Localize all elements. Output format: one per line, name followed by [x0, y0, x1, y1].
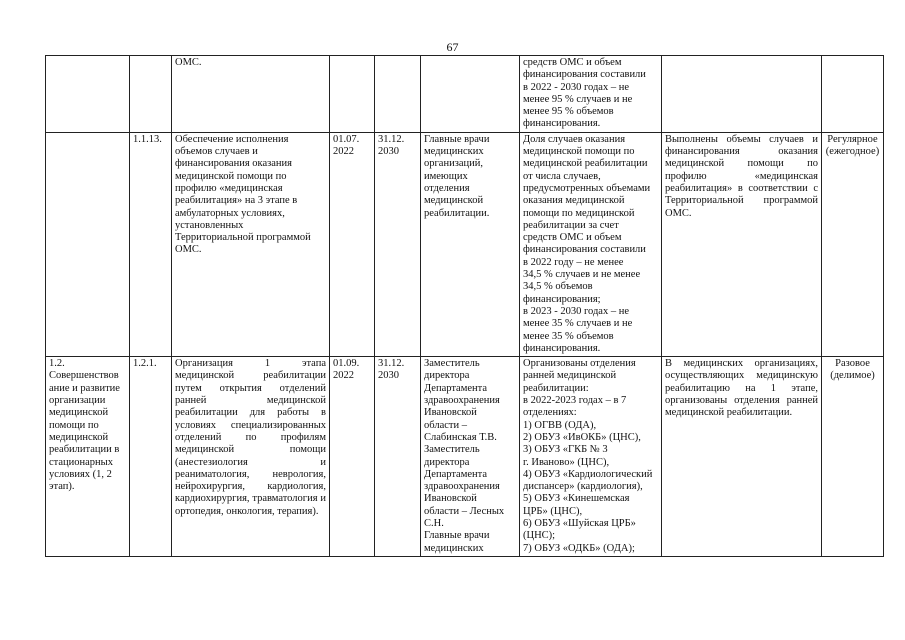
page-number: 67 — [446, 40, 459, 54]
item-number-cell: 1.2.1. — [130, 357, 172, 557]
section-code-cell: 1.2. Совершенствов ание и развитие организации медицинской помощи по медицинской реабилитации в стационарных условиях (1, 2 этап). — [46, 357, 130, 557]
table-row — [46, 56, 884, 133]
result-cell: Выполнены объемы случаев и финансирования оказания медицинской помощи по профилю «медицинская реабилитация» в соответствии с Территориальной программой ОМС. — [662, 132, 822, 356]
indicator-cell: средств ОМС и объем финансирования составили в 2022 - 2030 годах – не менее 95 % случаев и не менее 95 % объемов финансирования. — [520, 56, 662, 133]
item-number-cell: 1.1.13. — [130, 132, 172, 356]
action-plan-table — [45, 55, 884, 557]
end-date-cell — [375, 56, 421, 133]
start-date-cell: 01.07. 2022 — [330, 132, 375, 356]
indicator-cell: Доля случаев оказания медицинской помощи по медицинской реабилитации от числа случаев, предусмотренных объемами оказания медицинской помощи по медицинской реабилитации за счет средств ОМС и объем финансирования составили в 2022 году – не менее 34,5 % случаев и не менее 34,5 % объемов финансирования; в 2023 - 2030 годах – не менее 35 % случаев и не менее 35 % объемов финансирования. — [520, 132, 662, 356]
end-date-cell: 31.12. 2030 — [375, 357, 421, 557]
action-cell: Обеспечение исполнения объемов случаев и финансирования оказания медицинской помощи по профилю «медицинская реабилитация» на 3 этапе в амбулаторных условиях, установленных Территориальной программой ОМС. — [172, 132, 330, 356]
table-row — [46, 357, 884, 557]
frequency-cell — [822, 56, 884, 133]
responsible-cell: Заместитель директора Департамента здравоохранения Ивановской области – Слабинская Т.В. Заместитель директора Департамента здравоохранения Ивановской области – Лесных С.Н. Главные врачи медицинских — [421, 357, 520, 557]
indicator-cell: Организованы отделения ранней медицинской реабилитации: в 2022-2023 годах – в 7 отделениях: 1) ОГВВ (ОДА), 2) ОБУЗ «ИвОКБ» (ЦНС), 3) ОБУЗ «ГКБ № 3 г. Иваново» (ЦНС), 4) ОБУЗ «Кардиологический диспансер» (кардиология), 5) ОБУЗ «Кинешемская ЦРБ» (ЦНС), 6) ОБУЗ «Шуйская ЦРБ» (ЦНС); 7) ОБУЗ «ОДКБ» (ОДА); — [520, 357, 662, 557]
table-row — [46, 132, 884, 356]
item-number-cell — [130, 56, 172, 133]
frequency-cell: Регулярное (ежегодное) — [822, 132, 884, 356]
responsible-cell: Главные врачи медицинских организаций, имеющих отделения медицинской реабилитации. — [421, 132, 520, 356]
result-cell: В медицинских организациях, осуществляющих медицинскую реабилитацию на 1 этапе, организованы отделения ранней медицинской реабилитации. — [662, 357, 822, 557]
action-cell: ОМС. — [172, 56, 330, 133]
section-code-cell — [46, 132, 130, 356]
start-date-cell — [330, 56, 375, 133]
frequency-cell: Разовое (делимое) — [822, 357, 884, 557]
result-cell — [662, 56, 822, 133]
end-date-cell: 31.12. 2030 — [375, 132, 421, 356]
action-cell: Организация 1 этапа медицинской реабилитации путем открытия отделений ранней медицинской реабилитации для работы в условиях специализированных отделений по профилям медицинской помощи (анестезиология и реаниматология, неврология, нейрохирургия, кардиология, кардиохирургия, травматология и ортопедия, онкология, терапия). — [172, 357, 330, 557]
section-code-cell — [46, 56, 130, 133]
start-date-cell: 01.09. 2022 — [330, 357, 375, 557]
responsible-cell — [421, 56, 520, 133]
